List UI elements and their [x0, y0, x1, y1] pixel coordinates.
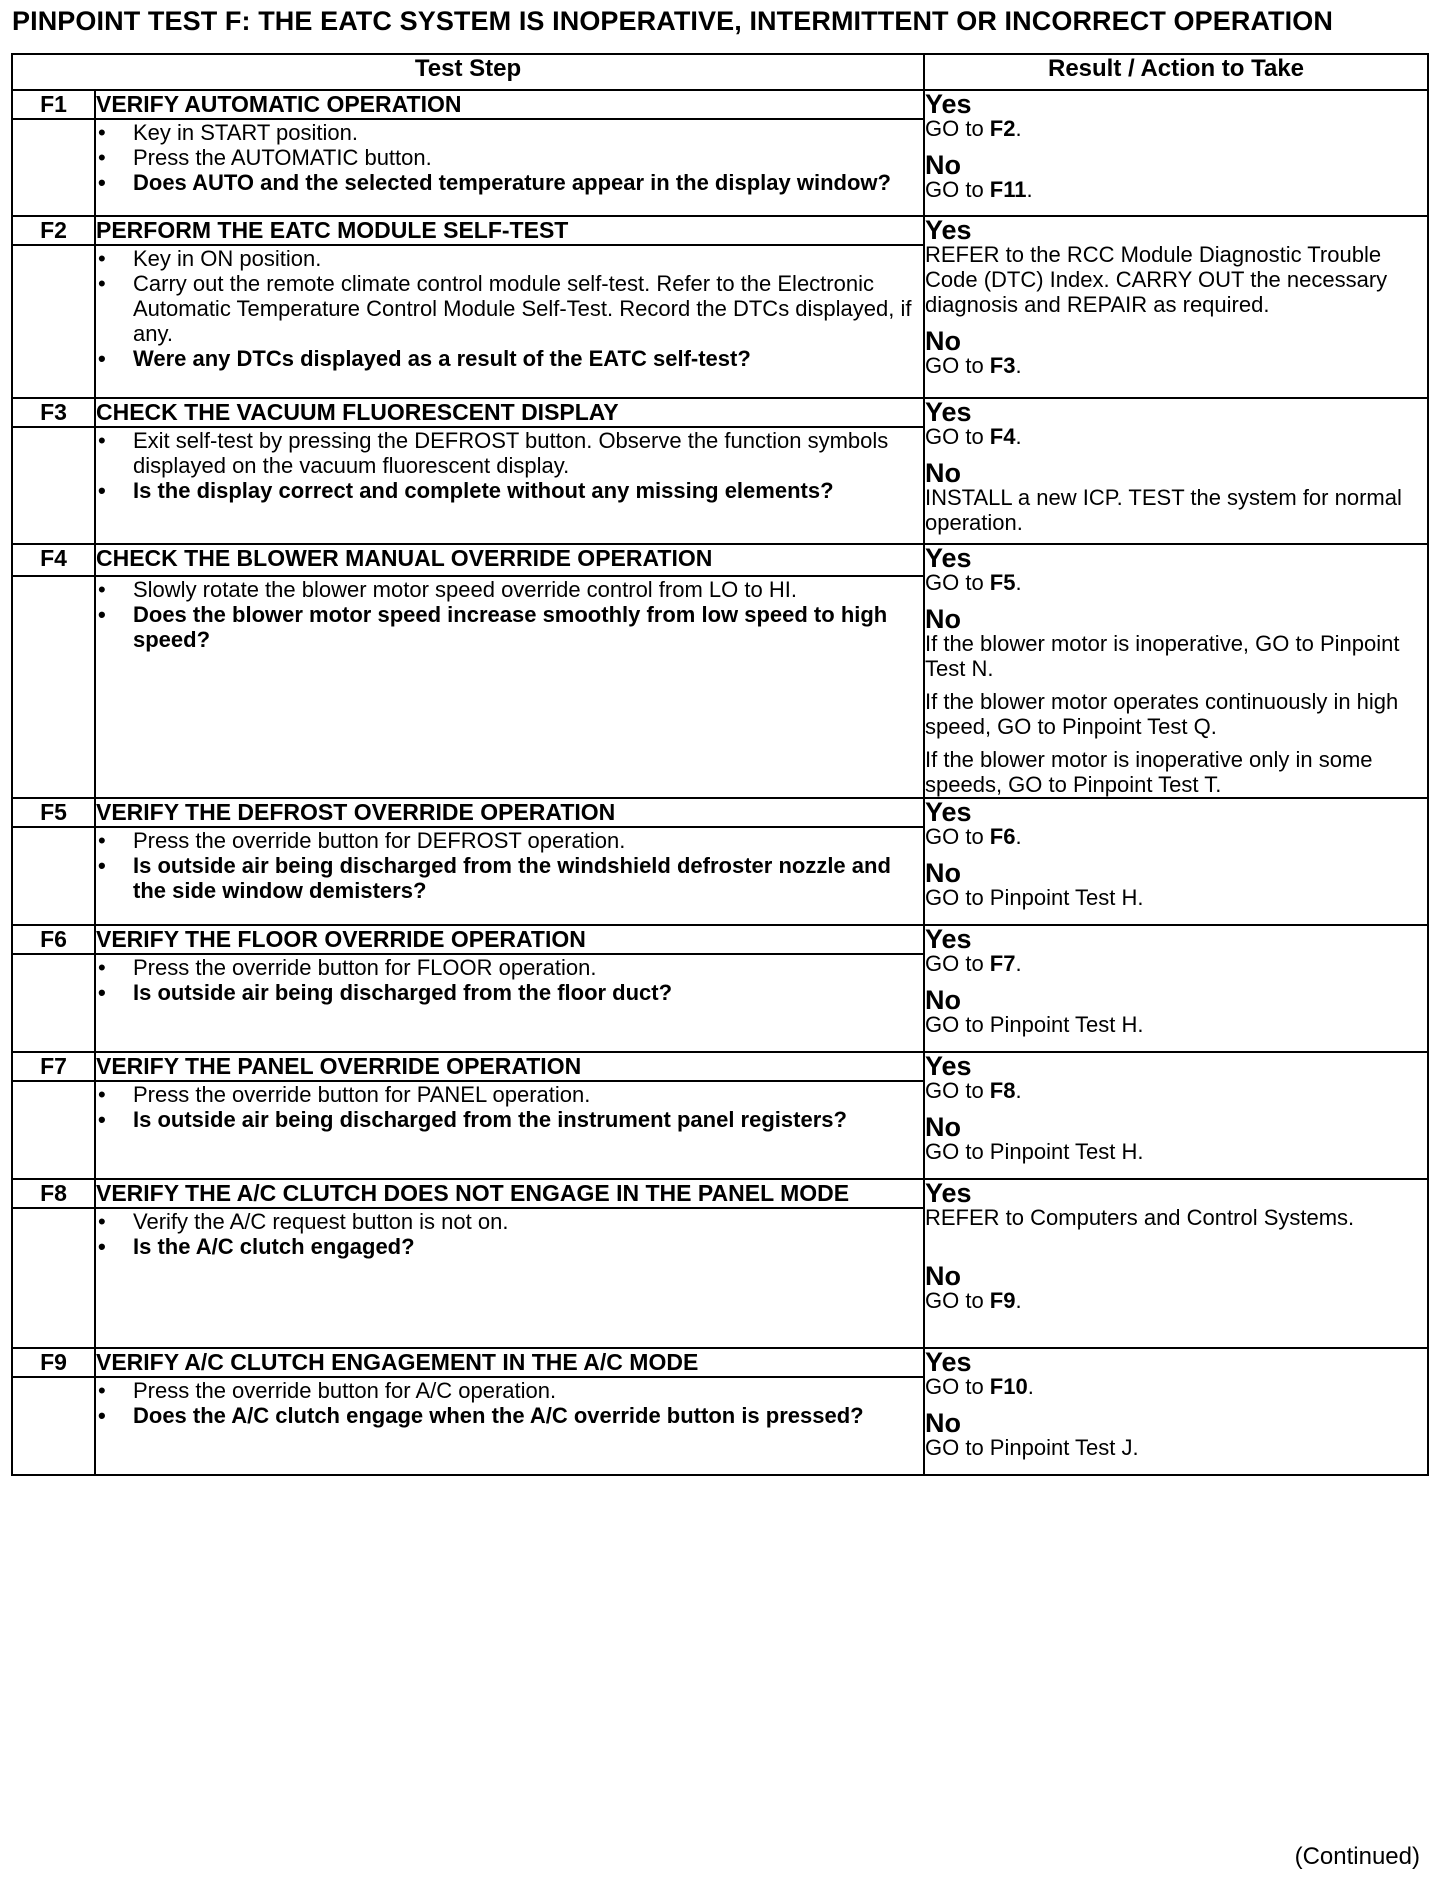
no-label: No: [925, 1112, 961, 1142]
pinpoint-test-table: [11, 53, 1429, 1476]
no-action: [925, 1435, 1427, 1460]
step-id-blank: [12, 954, 95, 1052]
continued-label: (Continued): [1294, 1843, 1420, 1870]
step-bullet: • Carry out the remote climate control module self-test. Refer to the Electronic Automatic Temperature Control Module Self-Test. Record the DTCs displayed, if any.: [96, 271, 923, 346]
result-spacer: [925, 1103, 1427, 1114]
no-label: No: [925, 150, 961, 180]
step-body: [95, 827, 924, 925]
step-id: F6: [12, 925, 95, 954]
no-action-text: GO to Pinpoint Test H.: [925, 1012, 1144, 1037]
yes-action-post: .: [1015, 824, 1022, 849]
no-action: [925, 1288, 1427, 1313]
no-label: No: [925, 985, 961, 1015]
yes-label: Yes: [925, 397, 972, 427]
result-spacer: [925, 849, 1427, 860]
result-spacer: [925, 1230, 1427, 1263]
step-id: F5: [12, 798, 95, 827]
yes-action-text: GO to: [925, 951, 990, 976]
step-bullet-list: [96, 828, 923, 903]
no-action-text: GO to: [925, 177, 990, 202]
step-question: • Is outside air being discharged from the instrument panel registers?: [96, 1107, 923, 1132]
no-action-post: .: [1026, 177, 1033, 202]
yes-action-text: GO to: [925, 424, 990, 449]
step-bullet: • Press the override button for PANEL operation.: [96, 1082, 923, 1107]
step-bullet: • Key in START position.: [96, 120, 923, 145]
step-id-blank: [12, 427, 95, 544]
yes-action-ref: F6: [989, 824, 1016, 849]
step-id-blank: [12, 119, 95, 216]
no-extra-action: If the blower motor operates continuously in high speed, GO to Pinpoint Test Q.: [925, 689, 1399, 739]
step-id-blank: [12, 1081, 95, 1179]
yes-action-ref: F4: [989, 424, 1016, 449]
no-action-post: .: [1015, 1288, 1022, 1313]
yes-action: [925, 951, 1427, 976]
step-question: • Is the A/C clutch engaged?: [96, 1234, 923, 1259]
step-title-row-f9: [12, 1348, 1428, 1377]
step-bullet-list: [96, 1209, 923, 1259]
step-id: F7: [12, 1052, 95, 1081]
step-bullet: • Verify the A/C request button is not on.: [96, 1209, 923, 1234]
step-bullet-list: [96, 428, 923, 503]
step-title-row-f6: [12, 925, 1428, 954]
no-label: No: [925, 858, 961, 888]
step-title: PERFORM THE EATC MODULE SELF-TEST: [95, 216, 924, 245]
yes-action: [925, 1374, 1427, 1399]
step-title: VERIFY AUTOMATIC OPERATION: [95, 90, 924, 119]
yes-label: Yes: [925, 1051, 972, 1081]
no-action: [925, 1012, 1427, 1037]
no-action-ref: F3: [989, 353, 1016, 378]
step-id-blank: [12, 245, 95, 398]
step-id: F9: [12, 1348, 95, 1377]
step-title-row-f8: [12, 1179, 1428, 1208]
no-action-text: GO to: [925, 353, 990, 378]
yes-action-ref: F2: [989, 116, 1016, 141]
no-extra-actions: [925, 689, 1427, 797]
yes-label: Yes: [925, 1178, 972, 1208]
yes-action-post: .: [1015, 570, 1022, 595]
yes-action-text: REFER to Computers and Control Systems.: [925, 1205, 1355, 1230]
no-action: [925, 885, 1427, 910]
no-action: [925, 353, 1427, 378]
step-bullet: • Key in ON position.: [96, 246, 923, 271]
step-bullet-list: [96, 246, 923, 371]
no-extra-action: If the blower motor is inoperative only in some speeds, GO to Pinpoint Test T.: [925, 747, 1373, 797]
no-action: [925, 177, 1427, 202]
result-cell: [924, 1348, 1428, 1475]
yes-label: Yes: [925, 215, 972, 245]
yes-action-text: REFER to the RCC Module Diagnostic Trouble Code (DTC) Index. CARRY OUT the necessary diagnosis and REPAIR as required.: [925, 242, 1388, 317]
step-bullet: • Press the override button for DEFROST operation.: [96, 828, 923, 853]
step-title: VERIFY A/C CLUTCH ENGAGEMENT IN THE A/C MODE: [95, 1348, 924, 1377]
no-action-text: GO to: [925, 1288, 990, 1313]
table-body: [12, 90, 1428, 1475]
step-title-row-f4: [12, 544, 1428, 576]
yes-action-post: .: [1015, 951, 1022, 976]
step-title-row-f2: [12, 216, 1428, 245]
result-spacer: [925, 595, 1427, 606]
yes-label: Yes: [925, 924, 972, 954]
yes-action-post: .: [1027, 1374, 1034, 1399]
yes-action: [925, 424, 1427, 449]
no-action: [925, 631, 1427, 681]
yes-label: Yes: [925, 89, 972, 119]
yes-action-post: .: [1015, 1078, 1022, 1103]
step-id: F8: [12, 1179, 95, 1208]
step-id: F4: [12, 544, 95, 576]
step-body: [95, 1081, 924, 1179]
result-spacer: [925, 1399, 1427, 1410]
step-id-blank: [12, 827, 95, 925]
step-title: VERIFY THE PANEL OVERRIDE OPERATION: [95, 1052, 924, 1081]
step-bullet: • Press the override button for FLOOR operation.: [96, 955, 923, 980]
yes-action-text: GO to: [925, 1078, 990, 1103]
no-action-ref: F11: [989, 177, 1027, 202]
step-title: VERIFY THE FLOOR OVERRIDE OPERATION: [95, 925, 924, 954]
step-body: [95, 245, 924, 398]
step-body: [95, 576, 924, 798]
result-cell: [924, 798, 1428, 925]
step-bullet-list: [96, 1082, 923, 1132]
no-action-text: INSTALL a new ICP. TEST the system for normal operation.: [925, 485, 1402, 535]
yes-action: [925, 824, 1427, 849]
step-question: • Does the blower motor speed increase smoothly from low speed to high speed?: [96, 602, 923, 652]
result-cell: [924, 1052, 1428, 1179]
no-action-post: .: [1015, 353, 1022, 378]
no-action-text: GO to Pinpoint Test H.: [925, 1139, 1144, 1164]
no-action: [925, 485, 1427, 535]
no-action-text: GO to Pinpoint Test J.: [925, 1435, 1139, 1460]
step-body: [95, 954, 924, 1052]
yes-label: Yes: [925, 1347, 972, 1377]
yes-action-text: GO to: [925, 824, 990, 849]
step-question: • Does AUTO and the selected temperature appear in the display window?: [96, 170, 923, 195]
no-action: [925, 1139, 1427, 1164]
yes-label: Yes: [925, 543, 972, 573]
table-header-row: [12, 54, 1428, 90]
yes-action-text: GO to: [925, 1374, 990, 1399]
no-action-text: If the blower motor is inoperative, GO to Pinpoint Test N.: [925, 631, 1400, 681]
step-id: F3: [12, 398, 95, 427]
step-question: • Were any DTCs displayed as a result of the EATC self-test?: [96, 346, 923, 371]
step-title: CHECK THE BLOWER MANUAL OVERRIDE OPERATION: [95, 544, 924, 576]
result-spacer: [925, 449, 1427, 460]
step-title-row-f1: [12, 90, 1428, 119]
no-label: No: [925, 458, 961, 488]
yes-action-ref: F7: [989, 951, 1016, 976]
no-label: No: [925, 1408, 961, 1438]
step-bullet: • Exit self-test by pressing the DEFROST button. Observe the function symbols displayed on the vacuum fluorescent display.: [96, 428, 923, 478]
yes-action: [925, 1078, 1427, 1103]
step-bullet-list: [96, 577, 923, 652]
step-id-blank: [12, 1208, 95, 1348]
step-bullet-list: [96, 955, 923, 1005]
yes-action-ref: F5: [989, 570, 1016, 595]
step-id-blank: [12, 576, 95, 798]
step-title: VERIFY THE A/C CLUTCH DOES NOT ENGAGE IN THE PANEL MODE: [95, 1179, 924, 1208]
step-question: • Is outside air being discharged from the floor duct?: [96, 980, 923, 1005]
step-title-row-f7: [12, 1052, 1428, 1081]
result-spacer: [925, 976, 1427, 987]
header-test-step: Test Step: [12, 54, 924, 90]
step-body: [95, 119, 924, 216]
step-id: F2: [12, 216, 95, 245]
step-body: [95, 427, 924, 544]
step-id: F1: [12, 90, 95, 119]
yes-action: [925, 570, 1427, 595]
result-cell: [924, 216, 1428, 398]
yes-action: [925, 1205, 1427, 1230]
header-result: Result / Action to Take: [924, 54, 1428, 90]
step-bullet: • Slowly rotate the blower motor speed override control from LO to HI.: [96, 577, 923, 602]
step-body: [95, 1377, 924, 1475]
step-bullet-list: [96, 1378, 923, 1428]
no-action-ref: F9: [989, 1288, 1016, 1313]
result-spacer: [925, 141, 1427, 152]
step-bullet: • Press the override button for A/C operation.: [96, 1378, 923, 1403]
step-body: [95, 1208, 924, 1348]
yes-action-text: GO to: [925, 116, 990, 141]
step-question: • Is the display correct and complete without any missing elements?: [96, 478, 923, 503]
yes-action: [925, 242, 1427, 317]
step-question: • Is outside air being discharged from the windshield defroster nozzle and the side window demisters?: [96, 853, 923, 903]
step-bullet: • Press the AUTOMATIC button.: [96, 145, 923, 170]
no-action-text: GO to Pinpoint Test H.: [925, 885, 1144, 910]
step-title: VERIFY THE DEFROST OVERRIDE OPERATION: [95, 798, 924, 827]
step-id-blank: [12, 1377, 95, 1475]
result-cell: [924, 544, 1428, 798]
yes-action-ref: F10: [989, 1374, 1028, 1399]
step-bullet-list: [96, 120, 923, 195]
result-spacer: [925, 317, 1427, 328]
step-title: CHECK THE VACUUM FLUORESCENT DISPLAY: [95, 398, 924, 427]
step-question: • Does the A/C clutch engage when the A/C override button is pressed?: [96, 1403, 923, 1428]
no-label: No: [925, 1261, 961, 1291]
step-title-row-f3: [12, 398, 1428, 427]
yes-action-post: .: [1015, 116, 1022, 141]
result-cell: [924, 925, 1428, 1052]
no-label: No: [925, 604, 961, 634]
page-title: PINPOINT TEST F: THE EATC SYSTEM IS INOPERATIVE, INTERMITTENT OR INCORRECT OPERATION: [12, 6, 1333, 36]
step-title-row-f5: [12, 798, 1428, 827]
yes-action-ref: F8: [989, 1078, 1016, 1103]
yes-action-text: GO to: [925, 570, 990, 595]
result-cell: [924, 398, 1428, 544]
yes-action-post: .: [1015, 424, 1022, 449]
yes-action: [925, 116, 1427, 141]
result-cell: [924, 1179, 1428, 1348]
yes-label: Yes: [925, 797, 972, 827]
result-cell: [924, 90, 1428, 216]
no-label: No: [925, 326, 961, 356]
